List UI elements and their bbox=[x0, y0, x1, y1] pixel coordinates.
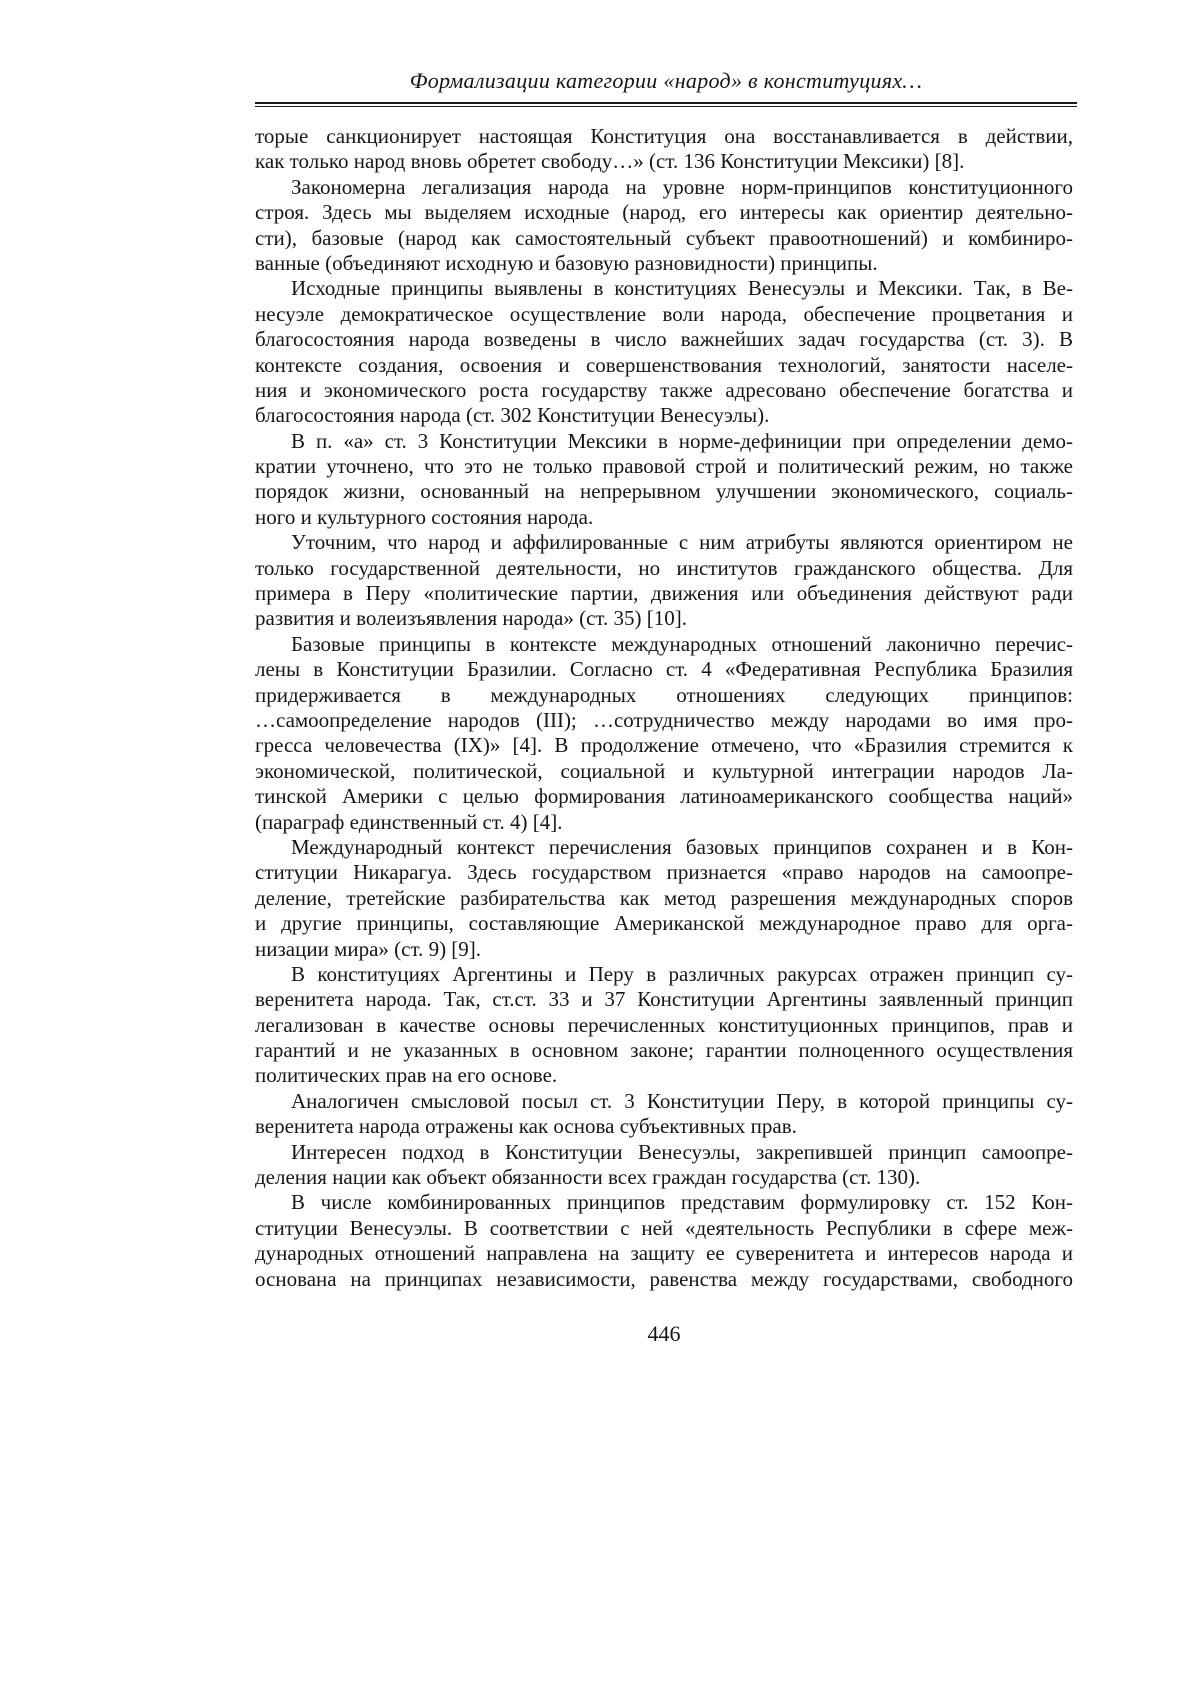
text-line: ного и культурного состояния народа. bbox=[255, 504, 594, 529]
text-line: Международный контекст перечисления базовых принципов сохранен и в Кон- bbox=[291, 834, 1073, 859]
text-line: ституции Никарагуа. Здесь государством признается «право народов на самоопре- bbox=[255, 860, 1073, 885]
text-line: Интересен подход в Конституции Венесуэлы, закрепившей принцип самоопре- bbox=[291, 1139, 1073, 1164]
text-line: В п. «а» ст. 3 Конституции Мексики в норме-дефиниции при определении демо- bbox=[291, 428, 1073, 453]
text-line: порядок жизни, основанный на непрерывном улучшении экономического, социаль- bbox=[255, 479, 1073, 504]
text-line: Закономерна легализация народа на уровне норм-принципов конституционного bbox=[291, 174, 1073, 199]
paragraph bbox=[255, 175, 1073, 277]
text-line: Аналогичен смысловой посыл ст. 3 Конституции Перу, в которой принципы су- bbox=[291, 1088, 1073, 1113]
text-line: придерживается в международных отношениях следующих принципов: bbox=[255, 682, 1073, 707]
header-rule bbox=[255, 102, 1077, 107]
text-line: гарантий и не указанных в основном законе; гарантии полноценного осуществления bbox=[255, 1038, 1073, 1063]
body-text bbox=[255, 124, 1073, 1292]
text-line: легализован в качестве основы перечисленных конституционных принципов, прав и bbox=[255, 1012, 1073, 1037]
paragraph bbox=[255, 530, 1073, 632]
text-line: …самоопределение народов (III); …сотрудничество между народами во имя про- bbox=[255, 707, 1073, 732]
text-line: деление, третейские разбирательства как метод разрешения международных споров bbox=[255, 885, 1073, 910]
running-header-title: Формализации категории «народ» в конституциях… bbox=[409, 68, 923, 93]
running-header bbox=[255, 68, 1077, 107]
text-line: Базовые принципы в контексте международных отношений лаконично перечис- bbox=[291, 631, 1073, 656]
text-line: экономической, политической, социальной и культурной интеграции народов Ла- bbox=[255, 758, 1073, 783]
paragraph bbox=[255, 1089, 1073, 1140]
paragraph bbox=[255, 962, 1073, 1089]
text-line: развития и волеизъявления народа» (ст. 35) [10]. bbox=[255, 606, 687, 631]
paragraph bbox=[255, 632, 1073, 835]
text-line: веренитета народа отражены как основа субъективных прав. bbox=[255, 1114, 797, 1139]
text-line: благосостояния народа возведены в число важнейших задач государства (ст. 3). В bbox=[255, 327, 1073, 352]
text-line: В конституциях Аргентины и Перу в различных ракурсах отражен принцип су- bbox=[291, 961, 1073, 986]
text-line: как только народ вновь обретет свободу…» (ст. 136 Конституции Мексики) [8]. bbox=[255, 149, 965, 174]
text-line: веренитета народа. Так, ст.ст. 33 и 37 Конституции Аргентины заявленный принцип bbox=[255, 987, 1073, 1012]
text-line: лены в Конституции Бразилии. Согласно ст. 4 «Федеративная Республика Бразилия bbox=[255, 657, 1073, 682]
paragraph bbox=[255, 835, 1073, 962]
text-line: контексте создания, освоения и совершенствования технологий, занятости населе- bbox=[255, 352, 1073, 377]
text-line: основана на принципах независимости, равенства между государствами, свободного bbox=[255, 1266, 1073, 1291]
page-number: 446 bbox=[647, 1321, 681, 1346]
text-line: Уточним, что народ и аффилированные с ним атрибуты являются ориентиром не bbox=[291, 530, 1073, 555]
text-line: политических прав на его основе. bbox=[255, 1063, 558, 1088]
text-line: ния и экономического роста государству также адресовано обеспечение богатства и bbox=[255, 377, 1073, 402]
text-line: сти), базовые (народ как самостоятельный субъект правоотношений) и комбиниро- bbox=[255, 225, 1073, 250]
text-line: ванные (объединяют исходную и базовую разновидности) принципы. bbox=[255, 250, 878, 275]
text-line: дународных отношений направлена на защиту ее суверенитета и интересов народа и bbox=[255, 1241, 1073, 1266]
text-line: гресса человечества (IX)» [4]. В продолжение отмечено, что «Бразилия стремится к bbox=[255, 733, 1073, 758]
text-line: примера в Перу «политические партии, движения или объединения действуют ради bbox=[255, 581, 1073, 606]
text-line: тинской Америки с целью формирования латиноамериканского сообщества наций» bbox=[255, 784, 1073, 809]
text-line: В числе комбинированных принципов представим формулировку ст. 152 Кон- bbox=[291, 1190, 1073, 1215]
text-line: строя. Здесь мы выделяем исходные (народ, его интересы как ориентир деятельно- bbox=[255, 200, 1073, 225]
text-line: ституции Венесуэлы. В соответствии с ней «деятельность Республики в сфере меж- bbox=[255, 1215, 1073, 1240]
text-line: (параграф единственный ст. 4) [4]. bbox=[255, 809, 563, 834]
text-line: благосостояния народа (ст. 302 Конституции Венесуэлы). bbox=[255, 403, 770, 428]
text-line: только государственной деятельности, но институтов гражданского общества. Для bbox=[255, 555, 1073, 580]
text-line: деления нации как объект обязанности всех граждан государства (ст. 130). bbox=[255, 1165, 921, 1190]
text-line: Исходные принципы выявлены в конституциях Венесуэлы и Мексики. Так, в Ве- bbox=[291, 276, 1073, 301]
paragraph bbox=[255, 429, 1073, 531]
text-line: и другие принципы, составляющие Американской международное право для орга- bbox=[255, 911, 1073, 936]
paragraph bbox=[255, 1140, 1073, 1191]
text-line: кратии уточнено, что это не только правовой строй и политический режим, но также bbox=[255, 454, 1073, 479]
paragraph bbox=[255, 1190, 1073, 1292]
text-line: несуэле демократическое осуществление воли народа, обеспечение процветания и bbox=[255, 301, 1073, 326]
text-line: торые санкционирует настоящая Конституция она восстанавливается в действии, bbox=[255, 124, 1073, 148]
text-line: низации мира» (ст. 9) [9]. bbox=[255, 936, 482, 961]
paragraph bbox=[255, 276, 1073, 428]
paragraph bbox=[255, 124, 1073, 175]
